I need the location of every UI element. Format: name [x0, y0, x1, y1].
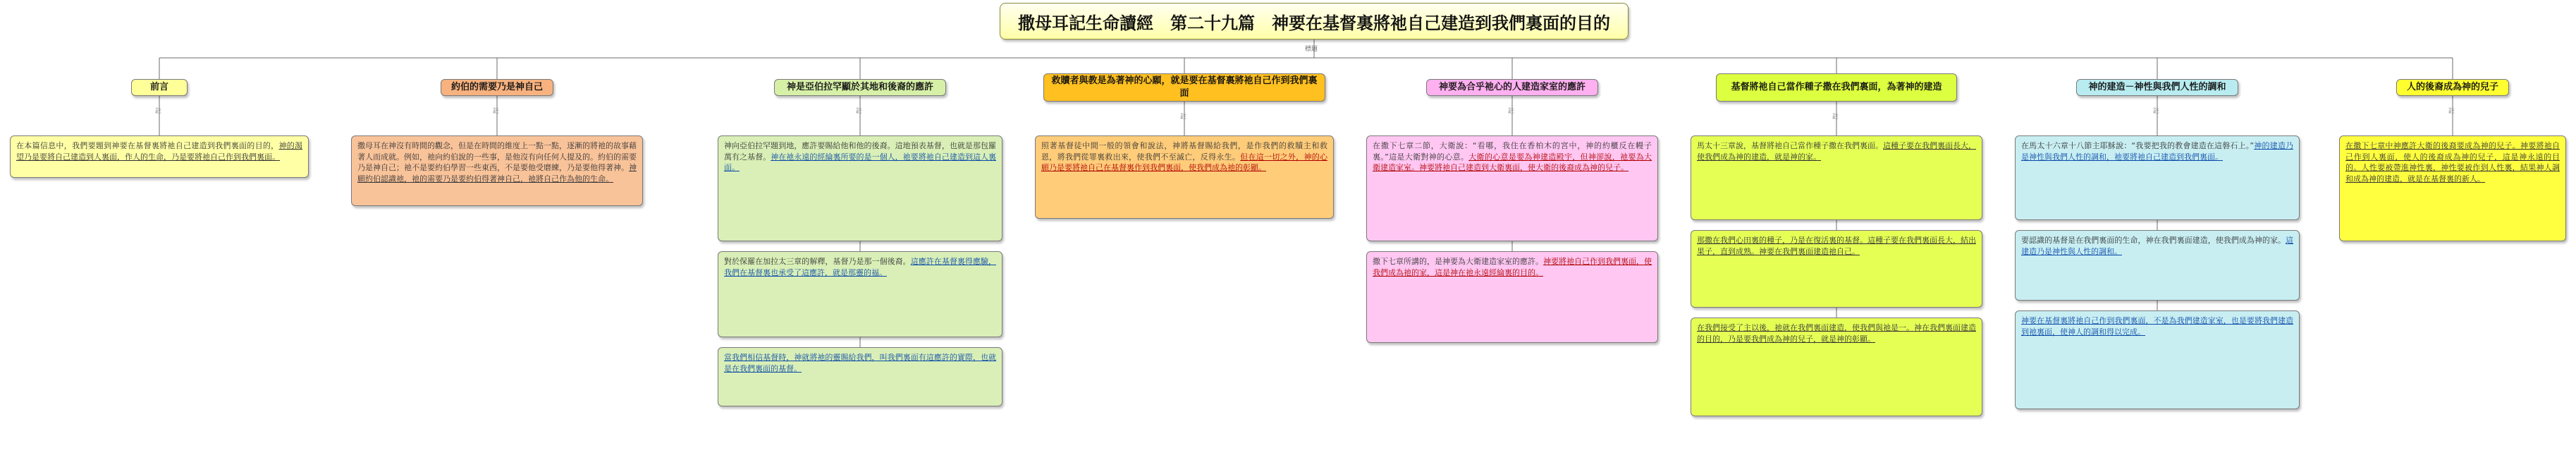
note-label: 註 — [1508, 108, 1515, 115]
note-text: 神向亞伯拉罕題到地，應許要賜給他和他的後裔。這地預表基督，也就是那包羅萬有之基督。 — [724, 141, 996, 162]
topic-label: 人的後裔成為神的兒子 — [2406, 82, 2498, 93]
note-label: 註 — [2448, 108, 2455, 115]
topic-node[interactable] — [131, 79, 188, 96]
note-highlight: 神在祂永遠的經綸裏所要的是一個人，祂要將祂自己建造到這人裏面。 — [724, 152, 997, 173]
note-highlight: 神願約伯認識祂，祂的需要乃是要約伯得著神自己，祂將自己作為他的生命。 — [357, 163, 637, 183]
note-highlight: 這種子要在我們裏面長大，使我們成為神的建造，就是神的家。 — [1697, 141, 1976, 162]
note-text: 在馬太十六章十八節主耶穌說：“我要把我的教會建造在這磐石上。” — [2021, 141, 2255, 150]
note-node[interactable] — [1035, 135, 1334, 219]
topic-label: 神是亞伯拉罕顯於其地和後裔的應許 — [786, 82, 933, 93]
note-node[interactable] — [1691, 230, 1982, 308]
topic-label: 神要為合乎祂心的人建造家室的應許 — [1438, 82, 1586, 93]
note-node[interactable] — [2015, 230, 2300, 301]
topic-node[interactable] — [1043, 73, 1325, 102]
note-node[interactable] — [2015, 310, 2300, 409]
note-text: 撒母耳在神沒有時間的觀念，但是在時間的維度上一點一點，逐漸的將祂的故事藉著人而成就。例如，祂向約伯說的一些事，是他沒有向任何人提及的。約伯的需要乃是神自己；祂不是要約伯學習一些東西，不是要他受磨練，乃是要他得著神。 — [357, 141, 637, 173]
note-node[interactable] — [2339, 135, 2566, 241]
title-text: 撒母耳記生命讀經 第二十九篇 神要在基督裏將祂自己建造到我們裏面的目的 — [1018, 12, 1610, 33]
note-highlight: 神的建造乃是神性與我們人性的調和，祂要將祂自己建造到我們裏面。 — [2021, 141, 2293, 162]
title-node[interactable] — [1000, 3, 1629, 40]
topic-label: 前言 — [149, 82, 168, 93]
note-highlight: 這應許在基督裏得應驗，我們在基督裏也承受了這應許，就是那靈的福。 — [724, 257, 997, 277]
note-highlight: 但在這一切之外，神的心願乃是要將祂自己在基督裏作到我們裏面，使我們成為祂的彰顯。 — [1041, 152, 1328, 173]
note-label: 註 — [493, 108, 500, 115]
note-label: 註 — [856, 108, 863, 115]
note-label: 註 — [1180, 114, 1187, 121]
note-label: 註 — [2153, 108, 2160, 115]
note-highlight: 當我們相信基督時，神就將祂的靈賜給我們，叫我們裏面有這應許的實際，也就是在我們裏面的基督。 — [724, 353, 996, 373]
note-highlight: 神要將祂自己作到我們裏面，使我們成為祂的家，這是神在祂永遠經綸裏的目的。 — [1373, 257, 1652, 277]
note-node[interactable] — [2015, 135, 2300, 220]
note-highlight: 在我們接受了主以後，祂就在我們裏面建造，使我們與祂是一。神在我們裏面建造的目的，乃是要我們成為神的兒子，就是神的彰顯。 — [1697, 323, 1976, 344]
note-text: 撒下七章所講的，是神要為大衛建造家室的應許。 — [1373, 257, 1543, 266]
note-text: 在撒下七章二節，大衛說：“看哪，我住在香柏木的宮中，神的約櫃反在幔子裏。”這是大衛對神的心意。 — [1373, 141, 1652, 162]
note-highlight: 神的渴望乃是要將自己建造到人裏面，作人的生命，乃是要將祂自己作到我們裏面。 — [16, 141, 303, 162]
note-text: 馬太十三章說，基督將祂自己當作種子撒在我們裏面。 — [1697, 141, 1883, 150]
topic-node[interactable] — [2396, 79, 2509, 96]
note-node[interactable] — [718, 135, 1002, 241]
topic-label: 神的建造－神性與我們人性的調和 — [2088, 82, 2226, 93]
note-highlight: 神要在基督裏將祂自己作到我們裏面，不是為我們建造家室，也是要將我們建造到祂裏面，使神人的調和得以完成。 — [2021, 316, 2293, 337]
note-highlight: 大衛的心意是要為神建造殿宇，但神卻說，祂要為大衛建造家室。神要將祂自己建造到大衛裏面，使大衛的後裔成為神的兒子。 — [1373, 152, 1652, 173]
topic-label: 救贖者與教是為著神的心願，就是要在基督裏將祂自己作到我們裏面 — [1051, 76, 1318, 99]
topic-node[interactable] — [1716, 73, 1957, 102]
note-node[interactable] — [1691, 135, 1982, 220]
topic-label: 基督將祂自己當作種子撒在我們裏面，為著神的建造 — [1731, 82, 1942, 93]
note-node[interactable] — [1366, 135, 1658, 241]
note-text: 照著基督徒中間一般的領會和說法，神將基督賜給我們，是作我們的救贖主和救恩，將我們從罪裏救出來，使我們不至滅亡，反得永生。 — [1041, 141, 1327, 162]
note-node[interactable] — [10, 135, 309, 178]
note-text: 在本篇信息中，我們要題到神要在基督裏將祂自己建造到我們裏面的目的， — [16, 141, 279, 150]
note-highlight: 那撒在我們心田裏的種子，乃是在復活裏的基督。這種子要在我們裏面長大，結出果子，直到成熟。神要在我們裏面建造祂自己。 — [1697, 236, 1976, 256]
note-node[interactable] — [1691, 318, 1982, 416]
note-node[interactable] — [351, 135, 643, 206]
note-text: 要認識的基督是在我們裏面的生命，神在我們裏面建造，使我們成為神的家。 — [2021, 236, 2286, 245]
topic-label: 約伯的需要乃是神自己 — [450, 82, 543, 93]
note-node[interactable] — [1366, 251, 1658, 343]
root-label: 標題 — [1305, 46, 1318, 53]
note-highlight: 這建造乃是神性與人性的調和。 — [2021, 236, 2293, 256]
note-node[interactable] — [718, 347, 1002, 406]
note-label: 註 — [1832, 114, 1839, 121]
topic-node[interactable] — [1426, 79, 1598, 96]
note-text: 對於保羅在加拉太三章的解釋，基督乃是那一個後裔。 — [724, 257, 911, 266]
note-label: 註 — [155, 108, 162, 115]
note-highlight: 在撒下七章中神應許大衛的後裔要成為神的兒子。神要將祂自己作到人裏面，使人的後裔成為神的兒子，這是神永遠的目的。人性要被帶進神性裏，神性要被作到人性裏，結果神人調和成為神的建造，就是在基督裏的新人。 — [2345, 141, 2560, 183]
note-node[interactable] — [718, 251, 1002, 337]
topic-node[interactable] — [441, 79, 553, 96]
topic-node[interactable] — [2076, 79, 2238, 96]
topic-node[interactable] — [774, 79, 946, 96]
